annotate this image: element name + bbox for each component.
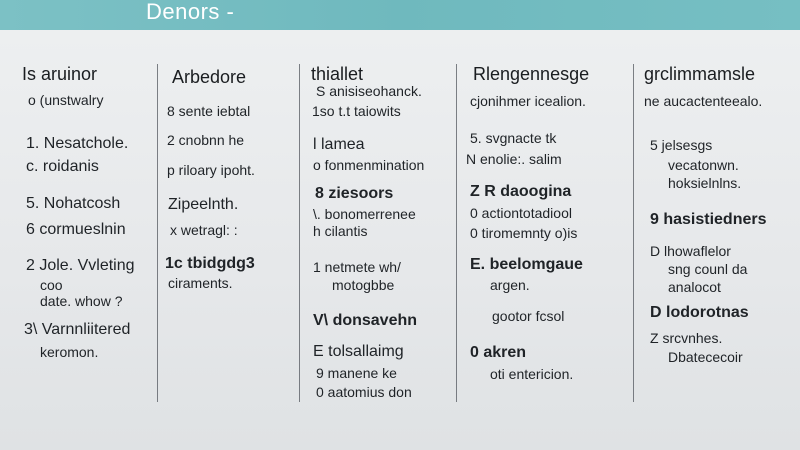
- list-item: o (unstwalry: [28, 92, 104, 108]
- list-item: sng counl da: [668, 261, 748, 277]
- column-divider: [157, 64, 158, 402]
- column-title: Is aruinor: [22, 64, 98, 84]
- list-item: 1. Nesatchole.: [26, 135, 129, 152]
- list-item: E. beelomgaue: [470, 256, 583, 273]
- list-item: gootor fcsol: [492, 308, 565, 324]
- banner-title: Denors -: [146, 0, 235, 24]
- list-item: Zipeelnth.: [168, 196, 239, 213]
- list-item: ne aucactenteealo.: [644, 93, 763, 109]
- list-item: 8 sente iebtal: [167, 103, 251, 119]
- list-item: N enolie:. salim: [466, 151, 562, 167]
- column-title: grclimmamsle: [644, 64, 756, 84]
- list-item: vecatonwn.: [668, 157, 739, 173]
- list-item: x wetragl: :: [170, 222, 238, 238]
- list-item: Z R daoogina: [470, 183, 572, 200]
- list-item: 1so t.t taiowits: [312, 103, 401, 119]
- column-title: Rlengennesge: [473, 64, 590, 84]
- list-item: analocot: [668, 279, 721, 295]
- list-item: V\ donsavehn: [313, 312, 418, 329]
- list-item: date. whow ?: [40, 293, 123, 309]
- list-item: h cilantis: [313, 223, 368, 239]
- list-item: keromon.: [40, 344, 99, 360]
- list-item: o fonmenmination: [313, 157, 425, 173]
- list-item: 2 cnobnn he: [167, 132, 245, 148]
- list-item: 0 actiontotadiool: [470, 205, 572, 221]
- list-item: cjonihmer icealion.: [470, 93, 586, 109]
- list-item: Dbatececoir: [668, 349, 743, 365]
- list-item: c. roidanis: [26, 158, 99, 175]
- list-item: argen.: [490, 277, 530, 293]
- column-title: Arbedore: [172, 67, 247, 87]
- column-divider: [456, 64, 457, 402]
- list-item: \. bonomerrenee: [313, 206, 416, 222]
- list-item: motogbbe: [332, 277, 395, 293]
- list-item: 6 cormueslnin: [26, 221, 126, 238]
- list-item: l lamea: [313, 136, 365, 153]
- list-item: 5. Nohatcosh: [26, 195, 121, 212]
- list-item: hoksielnlns.: [668, 175, 742, 191]
- list-item: 0 aatomius don: [316, 384, 412, 400]
- list-item: D lodorotnas: [650, 304, 749, 321]
- list-item: 0 akren: [470, 344, 527, 361]
- column-divider: [633, 64, 634, 402]
- list-item: 5. svgnacte tk: [470, 130, 557, 146]
- list-item: D lhowaflelor: [650, 243, 731, 259]
- list-item: p riloary ipoht.: [167, 162, 255, 178]
- list-item: 5 jelsesgs: [650, 137, 713, 153]
- list-item: 9 hasistiedners: [650, 211, 767, 228]
- list-item: E tolsallaimg: [313, 343, 404, 360]
- list-item: 2 Jole. Vvleting: [26, 257, 135, 274]
- header-banner: [0, 0, 800, 30]
- list-item: 0 tiromemnty o)is: [470, 225, 578, 241]
- list-item: Z srcvnhes.: [650, 330, 723, 346]
- column-title: thiallet: [311, 64, 364, 84]
- list-item: 9 manene ke: [316, 365, 397, 381]
- list-item: 8 ziesoors: [315, 185, 394, 202]
- column-divider: [299, 64, 300, 402]
- list-item: 1c tbidgdg3: [165, 255, 255, 272]
- list-item: ciraments.: [168, 275, 233, 291]
- list-item: 1 netmete wh/: [313, 259, 401, 275]
- list-item: S anisiseohanck.: [316, 83, 422, 99]
- list-item: oti entericion.: [490, 366, 574, 382]
- list-item: coo: [40, 277, 63, 293]
- list-item: 3\ Varnnliitered: [24, 321, 131, 338]
